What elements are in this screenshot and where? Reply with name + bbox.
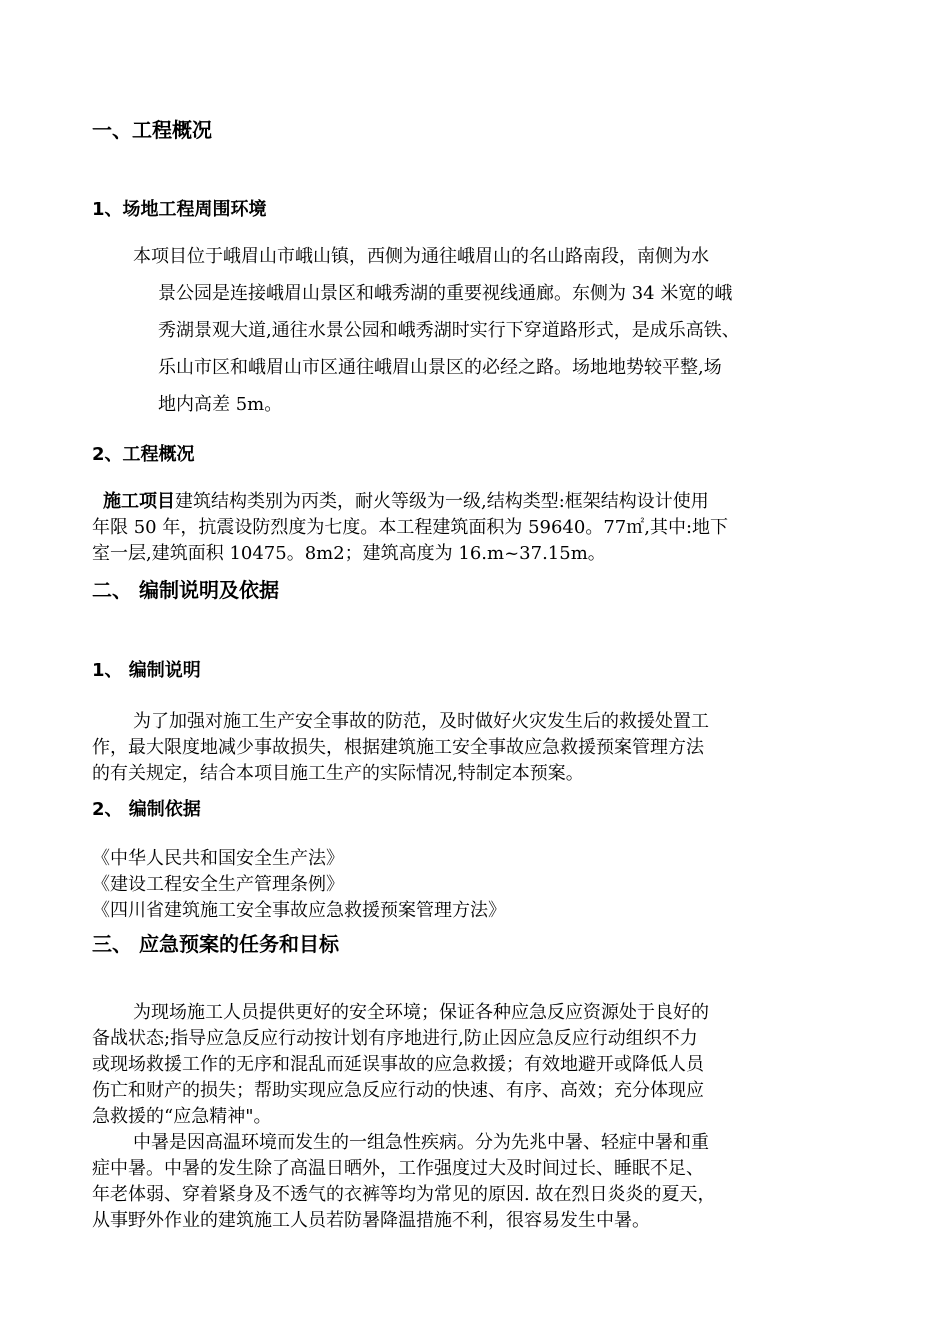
reference-item: 《四川省建筑施工安全事故应急救援预案管理方法》 [92,900,506,921]
paragraph-line: 乐山市区和峨眉山市区通往峨眉山景区的必经之路。场地地势较平整,场 [158,357,722,378]
subsection-1-2-title: 2、工程概况 [92,444,195,465]
paragraph-line: 伤亡和财产的损失；帮助实现应急反应行动的快速、有序、高效；充分体现应 [92,1080,704,1101]
paragraph-line: 地内高差 5m。 [158,394,283,415]
paragraph-line: 秀湖景观大道,通往水景公园和峨秀湖时实行下穿道路形式，是成乐高铁、 [158,320,740,341]
paragraph-line [103,489,709,515]
paragraph-line: 年老体弱、穿着紧身及不透气的衣裤等均为常见的原因. 故在烈日炎炎的夏天， [92,1184,716,1205]
paragraph-line: 从事野外作业的建筑施工人员若防暑降温措施不利，很容易发生中暑。 [92,1210,650,1231]
section-3-title: 三、 应急预案的任务和目标 [92,932,339,956]
paragraph-text: 建筑结构类别为丙类，耐火等级为一级,结构类型:框架结构设计使用 [175,491,709,512]
subsection-1-1-title: 1、场地工程周围环境 [92,199,267,220]
paragraph-line: 景公园是连接峨眉山景区和峨秀湖的重要视线通廊。东侧为 34 米宽的峨 [158,283,733,304]
reference-item: 《中华人民共和国安全生产法》 [92,848,344,869]
subsection-2-1-title: 1、 编制说明 [92,660,201,681]
section-2-title: 二、 编制说明及依据 [92,578,279,602]
reference-item: 《建设工程安全生产管理条例》 [92,874,344,895]
paragraph-line: 年限 50 年，抗震设防烈度为七度。本工程建筑面积为 59640。77㎡,其中:地下 [92,517,729,538]
paragraph-line: 室一层,建筑面积 10475。8m2；建筑高度为 16.m~37.15m。 [92,543,606,564]
paragraph-line: 备战状态;指导应急反应行动按计划有序地进行,防止因应急反应行动组织不力 [92,1028,698,1049]
paragraph-line: 为现场施工人员提供更好的安全环境；保证各种应急反应资源处于良好的 [133,1002,709,1023]
project-lead-label: 施工项目 [103,491,175,512]
subsection-2-2-title: 2、 编制依据 [92,799,201,820]
paragraph-line: 中暑是因高温环境而发生的一组急性疾病。分为先兆中暑、轻症中暑和重 [133,1132,709,1153]
paragraph-line: 的有关规定，结合本项目施工生产的实际情况,特制定本预案。 [92,763,584,784]
section-1-title: 一、工程概况 [92,118,212,142]
paragraph-line: 作，最大限度地减少事故损失，根据建筑施工安全事故应急救援预案管理方法 [92,737,704,758]
paragraph-line: 为了加强对施工生产安全事故的防范，及时做好火灾发生后的救援处置工 [133,711,709,732]
paragraph-line: 急救援的“应急精神"。 [92,1106,272,1127]
paragraph-line: 本项目位于峨眉山市峨山镇，西侧为通往峨眉山的名山路南段，南侧为水 [133,246,709,267]
paragraph-line: 或现场救援工作的无序和混乱而延误事故的应急救援；有效地避开或降低人员 [92,1054,704,1075]
paragraph-line: 症中暑。中暑的发生除了高温日晒外，工作强度过大及时间过长、睡眠不足、 [92,1158,704,1179]
